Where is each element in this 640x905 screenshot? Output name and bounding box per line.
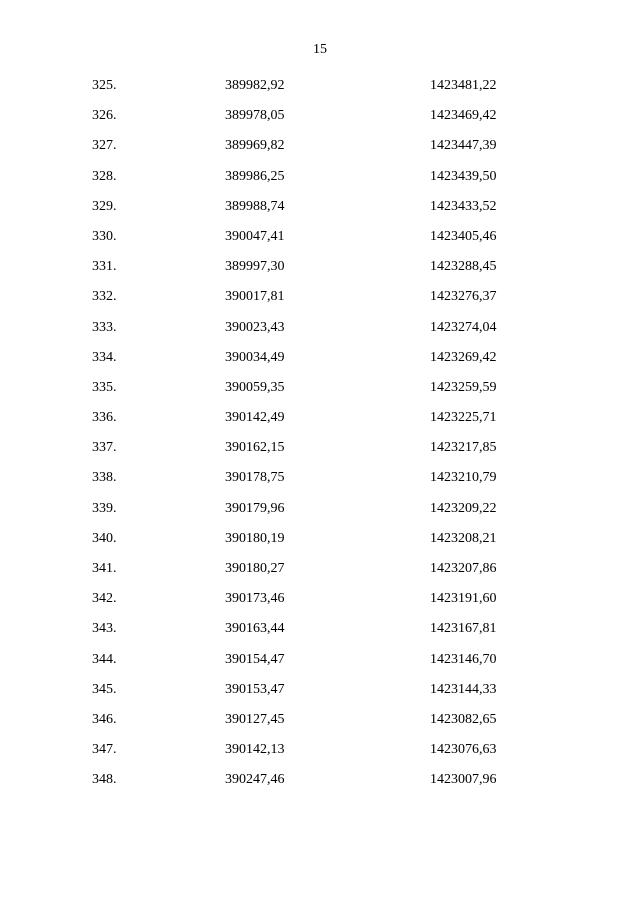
- coordinate-x: 390247,46: [225, 772, 285, 788]
- coordinate-y: 1423269,42: [430, 349, 497, 365]
- table-row: [0, 77, 640, 107]
- coordinate-x: 390153,47: [225, 681, 285, 697]
- coordinate-y: 1423209,22: [430, 500, 497, 516]
- table-row: [0, 439, 640, 469]
- coordinate-x: 390180,27: [225, 561, 285, 576]
- coordinate-y: 1423405,46: [430, 228, 497, 244]
- point-number: 331.: [92, 259, 117, 275]
- table-row: [0, 319, 640, 349]
- coordinate-x: 389997,30: [225, 259, 285, 275]
- coordinate-y: 1423207,86: [430, 561, 497, 576]
- table-row: [0, 590, 640, 620]
- point-number: 333.: [92, 319, 117, 335]
- coordinate-x: 390179,96: [225, 500, 285, 516]
- table-row: [0, 500, 640, 530]
- coordinate-x: 390142,49: [225, 410, 285, 426]
- coordinate-x: 390034,49: [225, 349, 285, 365]
- table-row: [0, 288, 640, 318]
- table-row: [0, 379, 640, 409]
- coordinate-y: 1423167,81: [430, 621, 497, 637]
- coordinate-x: 390178,75: [225, 470, 285, 486]
- point-number: 330.: [92, 228, 117, 244]
- point-number: 339.: [92, 500, 117, 516]
- table-row: [0, 409, 640, 439]
- coordinate-y: 1423144,33: [430, 681, 497, 697]
- point-number: 340.: [92, 530, 117, 546]
- coordinate-y: 1423146,70: [430, 651, 497, 667]
- point-number: 341.: [92, 561, 117, 576]
- point-number: 334.: [92, 349, 117, 365]
- table-row: [0, 258, 640, 288]
- coordinate-y: 1423217,85: [430, 440, 497, 456]
- coordinate-x: 390180,19: [225, 530, 285, 546]
- coordinate-y: 1423210,79: [430, 470, 497, 486]
- coordinate-y: 1423208,21: [430, 530, 497, 546]
- point-number: 348.: [92, 772, 117, 788]
- coordinate-x: 389969,82: [225, 138, 285, 154]
- coordinates-table: [0, 77, 640, 802]
- point-number: 345.: [92, 681, 117, 697]
- coordinate-x: 390059,35: [225, 379, 285, 395]
- table-row: [0, 741, 640, 771]
- coordinate-x: 390023,43: [225, 319, 285, 335]
- point-number: 327.: [92, 138, 117, 154]
- coordinate-x: 390163,44: [225, 621, 285, 637]
- coordinate-y: 1423076,63: [430, 742, 497, 758]
- table-row: [0, 469, 640, 499]
- point-number: 335.: [92, 379, 117, 395]
- coordinate-x: 390154,47: [225, 651, 285, 667]
- point-number: 326.: [92, 108, 117, 124]
- point-number: 346.: [92, 711, 117, 727]
- coordinate-y: 1423439,50: [430, 168, 497, 184]
- table-row: [0, 530, 640, 560]
- table-row: [0, 349, 640, 379]
- coordinate-y: 1423259,59: [430, 379, 497, 395]
- coordinate-y: 1423469,42: [430, 108, 497, 124]
- point-number: 347.: [92, 742, 117, 758]
- coordinate-x: 389986,25: [225, 168, 285, 184]
- coordinate-y: 1423191,60: [430, 591, 497, 607]
- coordinate-x: 390017,81: [225, 289, 285, 305]
- point-number: 336.: [92, 410, 117, 426]
- point-number: 337.: [92, 440, 117, 456]
- point-number: 343.: [92, 621, 117, 637]
- coordinate-y: 1423447,39: [430, 138, 497, 154]
- point-number: 329.: [92, 198, 117, 214]
- point-number: 342.: [92, 591, 117, 607]
- table-row: [0, 681, 640, 711]
- coordinate-x: 390173,46: [225, 591, 285, 607]
- table-row: [0, 560, 640, 590]
- table-row: [0, 168, 640, 198]
- coordinate-y: 1423007,96: [430, 772, 497, 788]
- table-row: [0, 198, 640, 228]
- point-number: 328.: [92, 168, 117, 184]
- point-number: 338.: [92, 470, 117, 486]
- table-row: [0, 651, 640, 681]
- coordinate-x: 389982,92: [225, 78, 285, 93]
- table-row: [0, 107, 640, 137]
- point-number: 325.: [92, 78, 117, 93]
- coordinate-y: 1423276,37: [430, 289, 497, 305]
- page-number: 15: [313, 42, 327, 57]
- table-row: [0, 620, 640, 650]
- coordinate-y: 1423433,52: [430, 198, 497, 214]
- table-row: [0, 137, 640, 167]
- coordinate-y: 1423481,22: [430, 78, 497, 93]
- table-row: [0, 711, 640, 741]
- table-row: [0, 228, 640, 258]
- coordinate-y: 1423082,65: [430, 711, 497, 727]
- coordinate-y: 1423225,71: [430, 410, 497, 426]
- coordinate-x: 390047,41: [225, 228, 285, 244]
- coordinate-x: 389988,74: [225, 198, 285, 214]
- coordinate-y: 1423288,45: [430, 259, 497, 275]
- coordinate-x: 390127,45: [225, 711, 285, 727]
- coordinate-y: 1423274,04: [430, 319, 497, 335]
- table-row: [0, 771, 640, 801]
- point-number: 344.: [92, 651, 117, 667]
- coordinate-x: 390142,13: [225, 742, 285, 758]
- point-number: 332.: [92, 289, 117, 305]
- coordinate-x: 390162,15: [225, 440, 285, 456]
- coordinate-x: 389978,05: [225, 108, 285, 124]
